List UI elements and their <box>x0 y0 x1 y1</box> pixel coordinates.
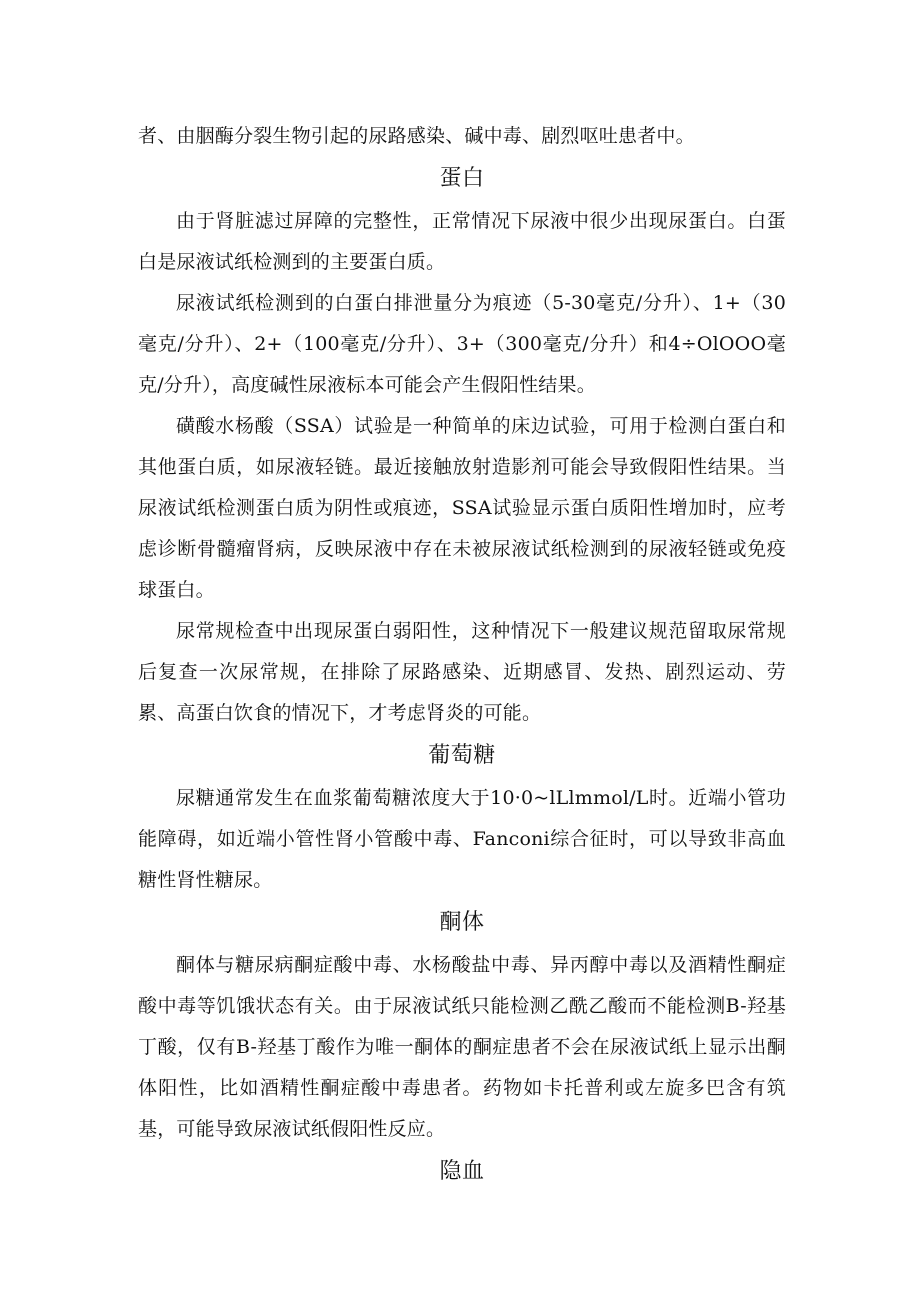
protein-paragraph-2: 尿液试纸检测到的白蛋白排泄量分为痕迹（5-30毫克/分升）、1+（30毫克/分升）、2+（100毫克/分升）、3+（300毫克/分升）和4÷OlOOO毫克/分升），高度碱性尿液标本可能会产生假阳性结果。 <box>138 292 786 396</box>
protein-paragraph-4: 尿常规检查中出现尿蛋白弱阳性，这种情况下一般建议规范留取尿常规后复查一次尿常规，在排除了尿路感染、近期感冒、发热、剧烈运动、劳累、高蛋白饮食的情况下，才考虑肾炎的可能。 <box>138 620 786 724</box>
section-heading-occult-blood: 隐血 <box>439 1159 485 1184</box>
ketones-paragraph-1: 酮体与糖尿病酮症酸中毒、水杨酸盐中毒、异丙醇中毒以及酒精性酮症酸中毒等饥饿状态有关。由于尿液试纸只能检测乙酰乙酸而不能检测B-羟基丁酸，仅有B-羟基丁酸作为唯一酮体的酮症患者不会在尿液试纸上显示出酮体阳性，比如酒精性酮症酸中毒患者。药物如卡托普利或左旋多巴含有筑基，可能导致尿液试纸假阳性反应。 <box>138 954 786 1140</box>
section-heading-glucose: 葡萄糖 <box>428 743 496 768</box>
protein-paragraph-3: 磺酸水杨酸（SSA）试验是一种简单的床边试验，可用于检测白蛋白和其他蛋白质，如尿液轻链。最近接触放射造影剂可能会导致假阳性结果。当尿液试纸检测蛋白质为阴性或痕迹，SSA试验显示蛋白质阳性增加时，应考虑诊断骨髓瘤肾病，反映尿液中存在未被尿液试纸检测到的尿液轻链或免疫球蛋白。 <box>138 415 786 601</box>
continuation-paragraph: 者、由胭酶分裂生物引起的尿路感染、碱中毒、剧烈呕吐患者中。 <box>138 125 695 147</box>
section-heading-ketones: 酮体 <box>439 910 485 935</box>
glucose-paragraph-1: 尿糖通常发生在血浆葡萄糖浓度大于10·0~lLlmmol/L时。近端小管功能障碍，如近端小管性肾小管酸中毒、Fanconi综合征时，可以导致非高血糖性肾性糖尿。 <box>138 787 786 891</box>
section-heading-protein: 蛋白 <box>439 166 485 191</box>
document-content <box>138 116 786 1194</box>
protein-paragraph-1: 由于肾脏滤过屏障的完整性，正常情况下尿液中很少出现尿蛋白。白蛋白是尿液试纸检测到的主要蛋白质。 <box>138 210 786 273</box>
